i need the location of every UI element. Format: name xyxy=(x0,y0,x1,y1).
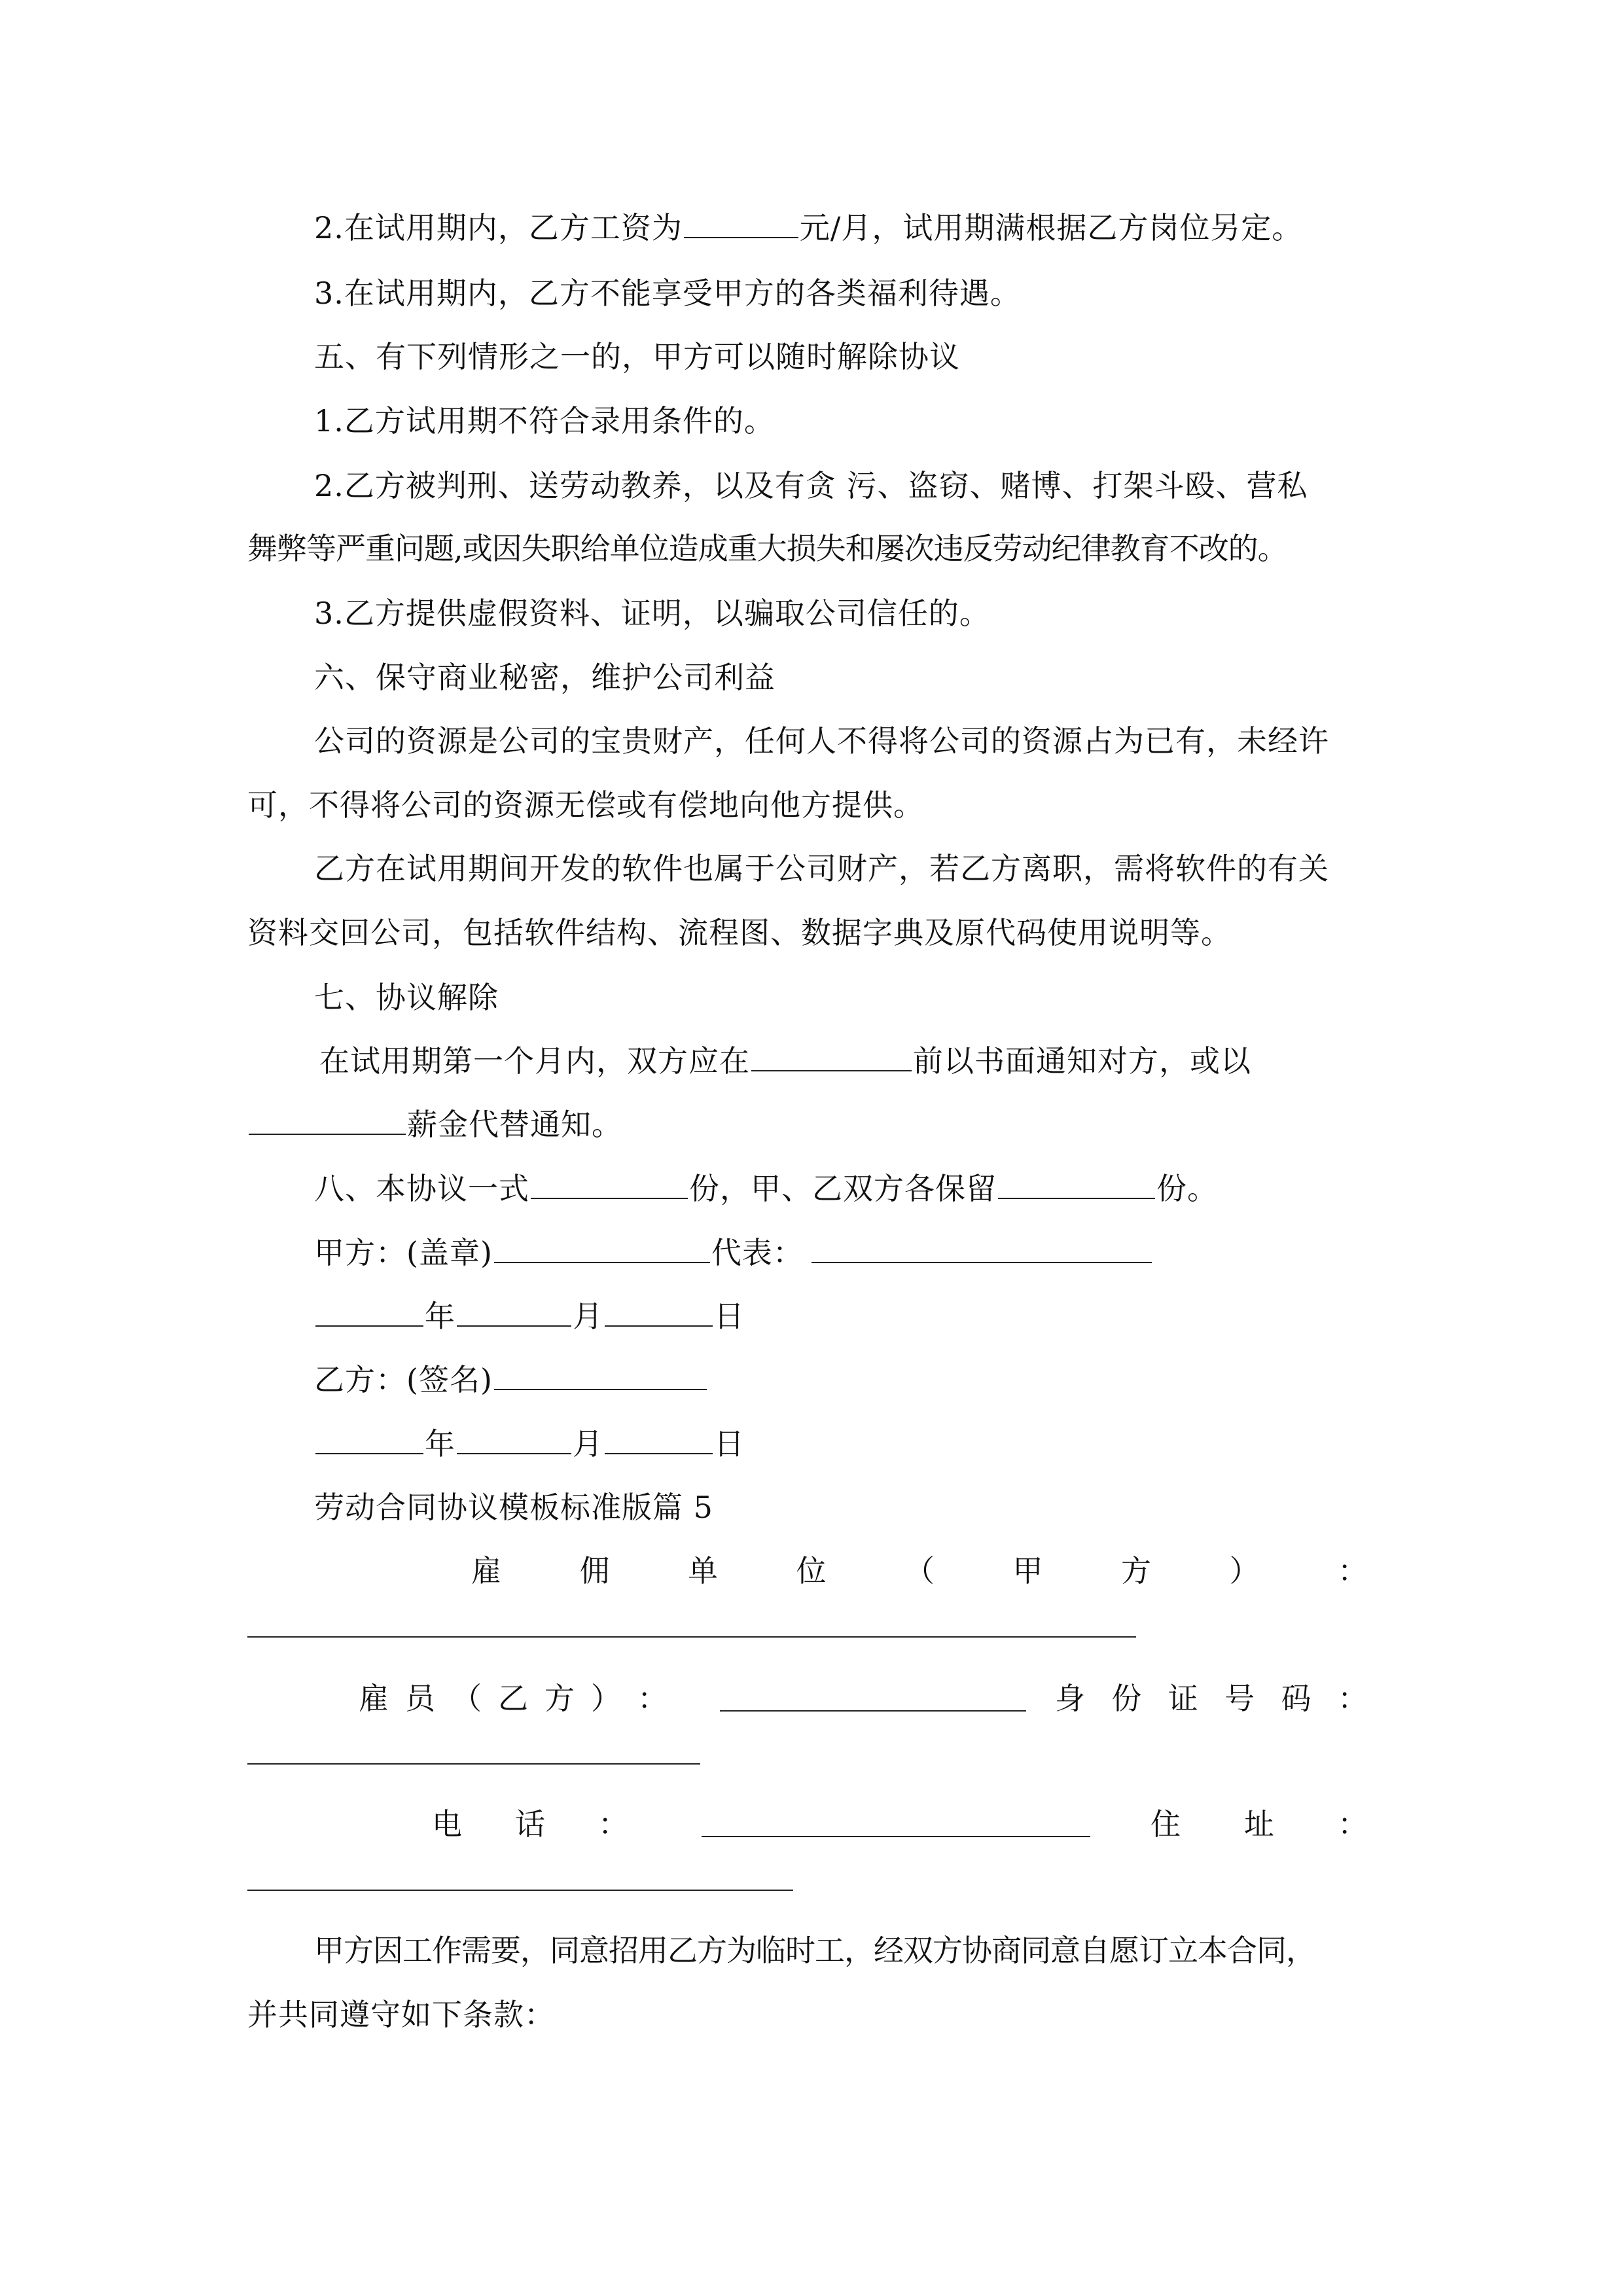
section-6-heading: 六、保守商业秘密，维护公司利益 xyxy=(314,660,776,695)
section-6-para2-line1: 乙方在试用期间开发的软件也属于公司财产，若乙方离职，需将软件的有关 xyxy=(314,851,1329,886)
employer-char: 位 xyxy=(796,1553,827,1588)
section-6-para1-line1: 公司的资源是公司的宝贵财产，任何人不得将公司的资源占为已有，未经许 xyxy=(314,723,1329,759)
id-char: 份 xyxy=(1111,1681,1142,1716)
clause-5-3: 3.乙方提供虚假资料、证明，以骗取公司信任的。 xyxy=(314,596,990,631)
party-b-date-line xyxy=(314,1424,745,1463)
termination-text-b: 前以书面通知对方，或以 xyxy=(913,1043,1251,1079)
section-6-para2-line2: 资料交回公司，包括软件结构、流程图、数据字典及原代码使用说明等。 xyxy=(247,915,1232,950)
employer-char: ） xyxy=(1229,1553,1260,1588)
employee-char: （ xyxy=(452,1681,482,1716)
section-6-para1-line2: 可，不得将公司的资源无偿或有偿地向他方提供。 xyxy=(247,787,924,823)
month-label: 月 xyxy=(573,1299,603,1334)
probation-salary-line xyxy=(314,208,1302,247)
id-char: ： xyxy=(1337,1681,1368,1716)
employer-label xyxy=(471,1551,1368,1590)
termination-notice-line2 xyxy=(247,1105,622,1144)
day-label: 日 xyxy=(714,1299,745,1334)
copies-text-a: 八、本协议一式 xyxy=(314,1171,529,1206)
id-number-label xyxy=(1055,1679,1368,1718)
salary-text-b: 元/月，试用期满根据乙方岗位另定。 xyxy=(799,210,1303,245)
phone-label xyxy=(432,1804,628,1844)
month-label: 月 xyxy=(573,1426,603,1462)
employer-blank[interactable] xyxy=(247,1636,1136,1638)
employee-char: ） xyxy=(591,1681,621,1716)
employer-char: 佣 xyxy=(579,1553,610,1588)
id-char: 身 xyxy=(1055,1681,1085,1716)
address-char: 住 xyxy=(1150,1806,1181,1842)
employee-char: ： xyxy=(637,1681,668,1716)
address-label xyxy=(1150,1804,1368,1844)
employer-char: 雇 xyxy=(471,1553,501,1588)
id-char: 号 xyxy=(1224,1681,1255,1716)
party-b-sign-blank[interactable] xyxy=(494,1364,707,1390)
year-label: 年 xyxy=(425,1426,455,1462)
clause-3-welfare: 3.在试用期内，乙方不能享受甲方的各类福利待遇。 xyxy=(314,276,1021,311)
copies-text-c: 份。 xyxy=(1156,1171,1218,1206)
employer-char: 单 xyxy=(688,1553,718,1588)
phone-char: ： xyxy=(598,1806,628,1842)
id-char: 码 xyxy=(1281,1681,1311,1716)
clause-5-2-line1: 2.乙方被判刑、送劳动教养，以及有贪 污、盗窃、赌博、打架斗殴、营私 xyxy=(314,468,1308,503)
template-5-title: 劳动合同协议模板标准版篇 5 xyxy=(314,1490,713,1525)
employee-char: 方 xyxy=(544,1681,575,1716)
employer-char: ： xyxy=(1338,1553,1368,1588)
termination-text-a: 在试用期第一个月内，双方应在 xyxy=(319,1043,750,1079)
intro-para-line2: 并共同遵守如下条款： xyxy=(247,1997,555,2032)
termination-notice-line1 xyxy=(319,1041,1251,1081)
salary-blank[interactable] xyxy=(684,212,798,238)
clause-5-2-line2: 舞弊等严重问题,或因失职给单位造成重大损失和屡次违反劳动纪律教育不改的。 xyxy=(247,531,1287,566)
copies-line xyxy=(314,1169,1218,1208)
party-b-sign-label: 乙方：(签名) xyxy=(314,1362,493,1397)
party-b-day-blank[interactable] xyxy=(605,1428,713,1454)
termination-text-c: 薪金代替通知。 xyxy=(407,1107,622,1142)
wage-in-lieu-blank[interactable] xyxy=(249,1109,406,1135)
id-char: 证 xyxy=(1168,1681,1198,1716)
employee-name-blank[interactable] xyxy=(720,1710,1026,1712)
phone-char: 电 xyxy=(432,1806,462,1842)
intro-para-line1: 甲方因工作需要，同意招用乙方为临时工，经双方协商同意自愿订立本合同， xyxy=(314,1933,1315,1968)
employee-char: 乙 xyxy=(498,1681,528,1716)
each-copies-blank[interactable] xyxy=(998,1173,1155,1199)
party-b-month-blank[interactable] xyxy=(457,1428,571,1454)
address-char: ： xyxy=(1338,1806,1368,1842)
section-5-heading: 五、有下列情形之一的，甲方可以随时解除协议 xyxy=(314,339,960,374)
employer-char: 方 xyxy=(1121,1553,1151,1588)
notice-date-blank[interactable] xyxy=(751,1045,912,1071)
party-b-sign-line xyxy=(314,1360,708,1399)
employer-char: 甲 xyxy=(1012,1553,1043,1588)
day-label: 日 xyxy=(714,1426,745,1462)
party-a-month-blank[interactable] xyxy=(457,1300,571,1327)
employee-char: 雇 xyxy=(359,1681,389,1716)
phone-blank[interactable] xyxy=(702,1836,1090,1837)
party-a-day-blank[interactable] xyxy=(605,1300,713,1327)
copies-text-b: 份，甲、乙双方各保留 xyxy=(689,1171,997,1206)
representative-blank[interactable] xyxy=(812,1237,1152,1263)
employee-char: 员 xyxy=(405,1681,435,1716)
party-a-year-blank[interactable] xyxy=(315,1300,423,1327)
address-blank[interactable] xyxy=(247,1890,793,1891)
salary-text-a: 2.在试用期内，乙方工资为 xyxy=(314,210,683,245)
party-a-seal-line xyxy=(314,1233,1153,1272)
party-b-year-blank[interactable] xyxy=(315,1428,423,1454)
total-copies-blank[interactable] xyxy=(531,1173,688,1199)
party-a-seal-label: 甲方：(盖章) xyxy=(314,1235,493,1270)
phone-char: 话 xyxy=(515,1806,545,1842)
section-7-heading: 七、协议解除 xyxy=(314,980,499,1015)
representative-label: 代表： xyxy=(711,1235,804,1270)
year-label: 年 xyxy=(425,1299,455,1334)
employee-label xyxy=(359,1679,668,1718)
id-number-blank[interactable] xyxy=(247,1763,700,1765)
employer-char: （ xyxy=(904,1553,935,1588)
clause-5-1: 1.乙方试用期不符合录用条件的。 xyxy=(314,403,775,439)
address-char: 址 xyxy=(1244,1806,1274,1842)
party-a-date-line xyxy=(314,1297,745,1336)
party-a-seal-blank[interactable] xyxy=(494,1237,710,1263)
